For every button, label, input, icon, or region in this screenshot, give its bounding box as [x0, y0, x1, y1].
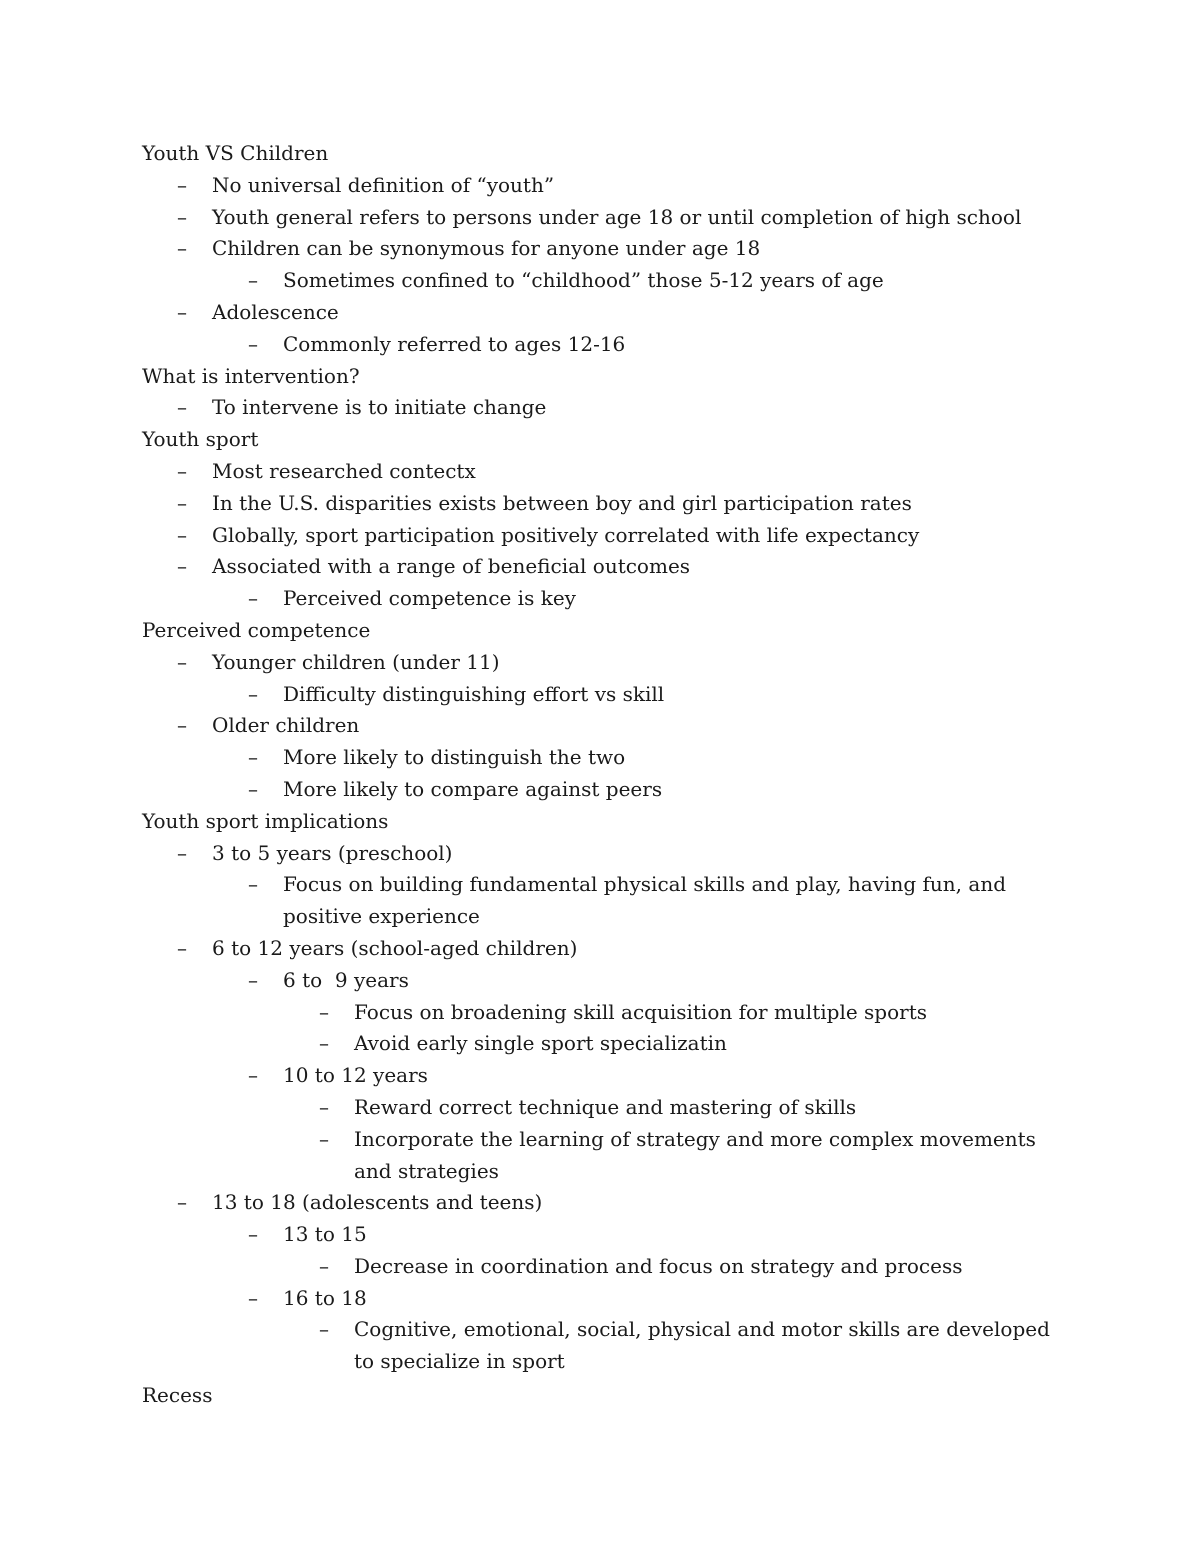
dash-bullet-icon: –	[248, 1222, 258, 1247]
sub-bullet-item: – 10 to 12 years	[0, 1060, 1200, 1092]
sub-sub-bullet-item: – Decrease in coordination and focus on strategy and process	[0, 1251, 1200, 1283]
bullet-item: – 13 to 18 (adolescents and teens)	[0, 1187, 1200, 1219]
sub-bullet-item: – 6 to 9 years	[0, 965, 1200, 997]
dash-bullet-icon: –	[248, 967, 258, 992]
dash-bullet-icon: –	[177, 299, 187, 324]
sub-sub-bullet-continuation: and strategies	[354, 1158, 499, 1183]
dash-bullet-icon: –	[319, 1126, 329, 1151]
section-heading-youth-sport-implications: Youth sport implications	[142, 808, 389, 833]
sub-bullet-item: – 13 to 15	[0, 1219, 1200, 1251]
dash-bullet-icon: –	[248, 268, 258, 293]
sub-bullet-item: – More likely to compare against peers	[0, 774, 1200, 806]
sub-bullet-item: – More likely to distinguish the two	[0, 742, 1200, 774]
sub-sub-bullet-item: – Cognitive, emotional, social, physical and motor skills are developed	[0, 1314, 1200, 1346]
dash-bullet-icon: –	[177, 1190, 187, 1215]
dash-bullet-icon: –	[177, 204, 187, 229]
dash-bullet-icon: –	[177, 395, 187, 420]
sub-bullet-item: – Commonly referred to ages 12-16	[0, 329, 1200, 361]
dash-bullet-icon: –	[248, 745, 258, 770]
bullet-item: – No universal definition of “youth”	[0, 170, 1200, 202]
sub-bullet-item: – Focus on building fundamental physical skills and play, having fun, and	[0, 869, 1200, 901]
sub-sub-bullet-item: – Avoid early single sport specializatin	[0, 1028, 1200, 1060]
bullet-item: – Associated with a range of beneficial outcomes	[0, 551, 1200, 583]
dash-bullet-icon: –	[319, 1094, 329, 1119]
sub-bullet-item: – Sometimes confined to “childhood” those 5-12 years of age	[0, 265, 1200, 297]
sub-sub-bullet-item: – Incorporate the learning of strategy and more complex movements	[0, 1124, 1200, 1156]
dash-bullet-icon: –	[248, 1063, 258, 1088]
bullet-item: – 6 to 12 years (school-aged children)	[0, 933, 1200, 965]
bullet-item: – Younger children (under 11)	[0, 647, 1200, 679]
sub-bullet-item: – Perceived competence is key	[0, 583, 1200, 615]
dash-bullet-icon: –	[177, 458, 187, 483]
bullet-item: – In the U.S. disparities exists between boy and girl participation rates	[0, 488, 1200, 520]
dash-bullet-icon: –	[177, 840, 187, 865]
bullet-item: – Globally, sport participation positively correlated with life expectancy	[0, 520, 1200, 552]
sub-sub-bullet-item: – Reward correct technique and mastering of skills	[0, 1092, 1200, 1124]
bullet-item: – To intervene is to initiate change	[0, 392, 1200, 424]
dash-bullet-icon: –	[177, 172, 187, 197]
bullet-item: – Children can be synonymous for anyone under age 18	[0, 233, 1200, 265]
dash-bullet-icon: –	[248, 681, 258, 706]
section-heading-youth-sport: Youth sport	[142, 427, 259, 452]
section-heading-intervention: What is intervention?	[142, 363, 360, 388]
dash-bullet-icon: –	[177, 490, 187, 515]
section-heading-recess: Recess	[142, 1383, 213, 1408]
dash-bullet-icon: –	[319, 1253, 329, 1278]
dash-bullet-icon: –	[177, 554, 187, 579]
dash-bullet-icon: –	[177, 649, 187, 674]
dash-bullet-icon: –	[319, 1317, 329, 1342]
dash-bullet-icon: –	[248, 1285, 258, 1310]
dash-bullet-icon: –	[248, 776, 258, 801]
dash-bullet-icon: –	[248, 586, 258, 611]
bullet-item: – Youth general refers to persons under age 18 or until completion of high school	[0, 202, 1200, 234]
bullet-item: – Adolescence	[0, 297, 1200, 329]
bullet-item: – Most researched contectx	[0, 456, 1200, 488]
sub-bullet-continuation: positive experience	[283, 904, 480, 929]
dash-bullet-icon: –	[319, 999, 329, 1024]
dash-bullet-icon: –	[177, 522, 187, 547]
section-heading-perceived-competence: Perceived competence	[142, 617, 371, 642]
dash-bullet-icon: –	[248, 872, 258, 897]
section-heading-youth-vs-children: Youth VS Children	[142, 141, 329, 165]
dash-bullet-icon: –	[177, 935, 187, 960]
document-page	[0, 138, 1200, 1412]
dash-bullet-icon: –	[319, 1031, 329, 1056]
dash-bullet-icon: –	[248, 331, 258, 356]
dash-bullet-icon: –	[177, 713, 187, 738]
bullet-item: – Older children	[0, 710, 1200, 742]
sub-bullet-item: – 16 to 18	[0, 1283, 1200, 1315]
sub-sub-bullet-item: – Focus on broadening skill acquisition for multiple sports	[0, 997, 1200, 1029]
dash-bullet-icon: –	[177, 236, 187, 261]
sub-bullet-item: – Difficulty distinguishing effort vs skill	[0, 679, 1200, 711]
sub-sub-bullet-continuation: to specialize in sport	[354, 1349, 565, 1374]
bullet-item: – 3 to 5 years (preschool)	[0, 838, 1200, 870]
